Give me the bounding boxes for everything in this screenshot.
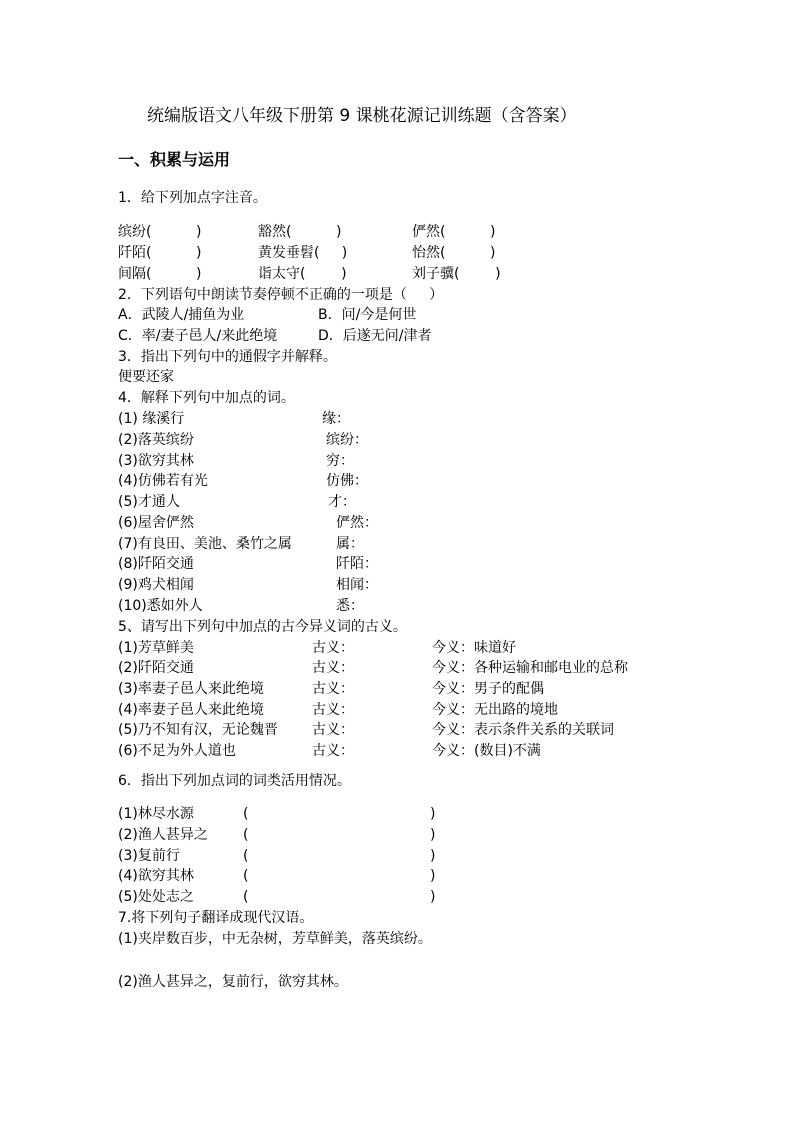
question-1-prompt: 1．给下列加点字注音。: [118, 190, 267, 206]
q7-item-1: (1)夹岸数百步，中无杂树，芳草鲜美，落英缤纷。: [118, 931, 432, 947]
q6-open-paren: (: [243, 806, 249, 822]
q4-answer-label: 相闻：: [336, 577, 378, 593]
q1-cell: 豁然( ): [258, 224, 342, 240]
question-2-prompt: 2．下列语句中朗读节奏停顿不正确的一项是（ ）: [118, 287, 444, 303]
q5-item: (1)芳草鲜美: [118, 640, 194, 656]
q1-cell: 阡陌( ): [118, 245, 202, 261]
q4-item: (3)欲穷其林: [118, 453, 194, 469]
q6-close-paren: ): [430, 827, 436, 843]
q4-answer-label: 缘：: [322, 411, 350, 427]
q4-item: (4)仿佛若有光: [118, 473, 208, 489]
q4-answer-label: 俨然：: [336, 515, 378, 531]
q5-item: (3)率妻子邑人来此绝境: [118, 681, 264, 697]
q5-ancient-label: 古义：: [312, 640, 354, 656]
q4-answer-label: 悉：: [336, 598, 364, 614]
q2-option-b: B．问/今是何世: [318, 307, 417, 323]
q1-cell: 间隔( ): [118, 266, 202, 282]
q5-item: (2)阡陌交通: [118, 660, 194, 676]
q5-modern-meaning: 今义：表示条件关系的关联词: [432, 722, 614, 738]
q6-close-paren: ): [430, 806, 436, 822]
q6-close-paren: ): [430, 889, 436, 905]
q4-answer-label: 才：: [328, 494, 356, 510]
q1-cell: 刘子骥( ): [412, 266, 501, 282]
q5-ancient-label: 古义：: [312, 722, 354, 738]
q4-answer-label: 缤纷：: [326, 432, 368, 448]
q1-cell: 诣太守( ): [258, 266, 347, 282]
q5-modern-meaning: 今义：男子的配偶: [432, 681, 544, 697]
q4-item: (5)才通人: [118, 494, 180, 510]
q5-modern-meaning: 今义：(数目)不满: [432, 743, 541, 759]
q4-item: (1) 缘溪行: [118, 411, 185, 427]
q1-cell: 缤纷( ): [118, 224, 202, 240]
q3-item: 便要还家: [118, 369, 174, 385]
question-7-prompt: 7.将下列句子翻译成现代汉语。: [118, 910, 314, 926]
section-heading: 一、积累与运用: [118, 150, 231, 169]
question-5-prompt: 5、请写出下列句中加点的古今异义词的古义。: [118, 619, 407, 635]
q6-open-paren: (: [243, 848, 249, 864]
q5-ancient-label: 古义：: [312, 743, 354, 759]
q4-item: (2)落英缤纷: [118, 432, 194, 448]
q2-option-a: A．武陵人/捕鱼为业: [118, 307, 245, 323]
q5-item: (6)不足为外人道也: [118, 743, 236, 759]
q5-ancient-label: 古义：: [312, 660, 354, 676]
q4-item: (9)鸡犬相闻: [118, 577, 194, 593]
q4-answer-label: 属：: [336, 536, 364, 552]
q5-modern-meaning: 今义：各种运输和邮电业的总称: [432, 660, 628, 676]
q5-ancient-label: 古义：: [312, 681, 354, 697]
q2-option-d: D．后遂无问/津者: [318, 328, 432, 344]
q6-item: (1)林尽水源: [118, 806, 194, 822]
q4-item: (7)有良田、美池、桑竹之属: [118, 536, 292, 552]
q2-option-c: C．率/妻子邑人/来此绝境: [118, 328, 278, 344]
q5-item: (4)率妻子邑人来此绝境: [118, 702, 264, 718]
q4-answer-label: 穷：: [326, 453, 354, 469]
q6-open-paren: (: [243, 827, 249, 843]
q1-cell: 黄发垂髫( ): [258, 245, 348, 261]
q4-item: (10)悉如外人: [118, 598, 203, 614]
q4-item: (8)阡陌交通: [118, 556, 194, 572]
q6-item: (2)渔人甚异之: [118, 827, 208, 843]
q1-cell: 怡然( ): [412, 245, 496, 261]
q6-open-paren: (: [243, 889, 249, 905]
q4-item: (6)屋舍俨然: [118, 515, 194, 531]
q5-modern-meaning: 今义：无出路的境地: [432, 702, 558, 718]
q6-item: (4)欲穷其林: [118, 868, 194, 884]
q7-item-2: (2)渔人甚异之，复前行，欲穷其林。: [118, 974, 348, 990]
q4-answer-label: 阡陌：: [336, 556, 378, 572]
q1-cell: 俨然( ): [412, 224, 496, 240]
q6-item: (3)复前行: [118, 848, 180, 864]
q6-item: (5)处处志之: [118, 889, 194, 905]
q5-ancient-label: 古义：: [312, 702, 354, 718]
q6-close-paren: ): [430, 868, 436, 884]
q6-close-paren: ): [430, 848, 436, 864]
q5-item: (5)乃不知有汉，无论魏晋: [118, 722, 278, 738]
question-4-prompt: 4．解释下列句中加点的词。: [118, 390, 295, 406]
q4-answer-label: 仿佛：: [326, 473, 368, 489]
question-6-prompt: 6．指出下列加点词的词类活用情况。: [118, 773, 351, 789]
q5-modern-meaning: 今义：味道好: [432, 640, 516, 656]
question-3-prompt: 3．指出下列句中的通假字并解释。: [118, 349, 337, 365]
page-title: 统编版语文八年级下册第 9 课桃花源记训练题（含答案）: [147, 106, 577, 126]
q6-open-paren: (: [243, 868, 249, 884]
